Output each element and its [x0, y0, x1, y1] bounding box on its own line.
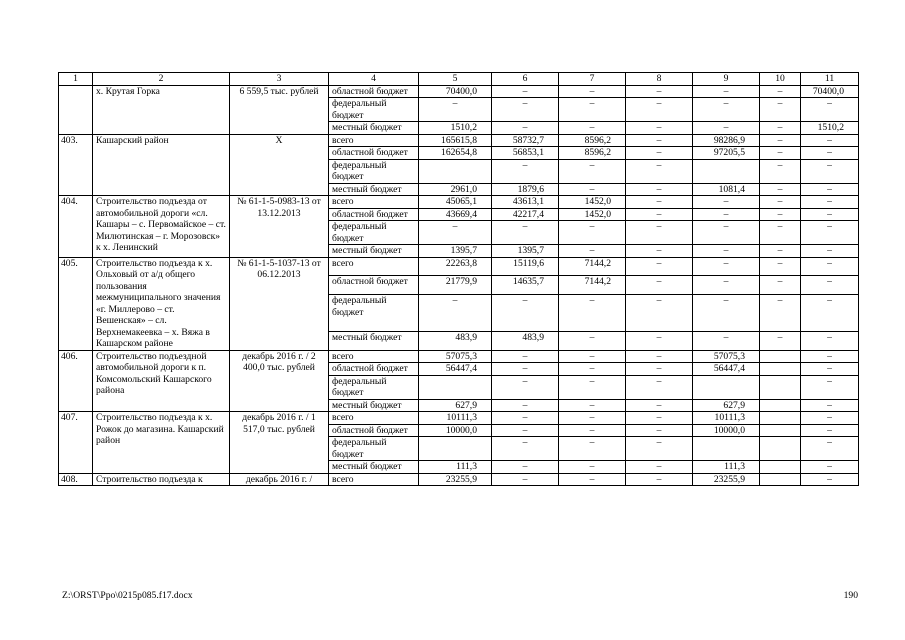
amount-cell: –: [693, 295, 760, 331]
amount-cell: –: [559, 473, 626, 486]
amount-cell: –: [801, 245, 859, 258]
amount-cell: 42217,4: [492, 208, 559, 221]
amount-cell: –: [693, 98, 760, 122]
amount-cell: –: [801, 295, 859, 331]
column-number: 2: [93, 73, 230, 86]
amount-cell: –: [801, 375, 859, 399]
amount-cell: 56447,4: [693, 363, 760, 376]
amount-cell: 1879,6: [492, 183, 559, 196]
amount-cell: –: [559, 375, 626, 399]
document-ref: декабрь 2016 г. / 1 517,0 тыс. рублей: [230, 412, 329, 474]
amount-cell: 58732,7: [492, 134, 559, 147]
amount-cell: –: [626, 276, 693, 295]
amount-cell: [760, 350, 801, 363]
amount-cell: 43669,4: [419, 208, 492, 221]
document-ref: декабрь 2016 г. /: [230, 473, 329, 486]
amount-cell: 627,9: [693, 399, 760, 412]
funding-source: областной бюджет: [329, 276, 419, 295]
amount-cell: –: [801, 98, 859, 122]
amount-cell: –: [801, 363, 859, 376]
amount-cell: –: [626, 122, 693, 135]
amount-cell: [760, 424, 801, 437]
amount-cell: –: [626, 424, 693, 437]
amount-cell: 15119,6: [492, 257, 559, 276]
funding-source: федеральный бюджет: [329, 221, 419, 245]
amount-cell: –: [626, 331, 693, 350]
amount-cell: 70400,0: [801, 85, 859, 98]
amount-cell: [760, 473, 801, 486]
amount-cell: 165615,8: [419, 134, 492, 147]
document-ref: Х: [230, 134, 329, 196]
amount-cell: –: [760, 331, 801, 350]
table-row: [59, 412, 859, 425]
amount-cell: –: [801, 183, 859, 196]
amount-cell: –: [492, 375, 559, 399]
funding-source: федеральный бюджет: [329, 375, 419, 399]
amount-cell: –: [559, 183, 626, 196]
amount-cell: [760, 412, 801, 425]
funding-source: всего: [329, 473, 419, 486]
amount-cell: –: [559, 350, 626, 363]
amount-cell: –: [626, 245, 693, 258]
amount-cell: –: [801, 159, 859, 183]
table-row: [59, 350, 859, 363]
amount-cell: –: [626, 473, 693, 486]
document-ref: № 61-1-5-0983-13 от 13.12.2013: [230, 196, 329, 258]
amount-cell: –: [693, 257, 760, 276]
amount-cell: –: [559, 159, 626, 183]
amount-cell: –: [419, 98, 492, 122]
amount-cell: 10000,0: [693, 424, 760, 437]
amount-cell: –: [626, 159, 693, 183]
amount-cell: 57075,3: [693, 350, 760, 363]
row-number: 403.: [59, 134, 93, 196]
funding-source: всего: [329, 134, 419, 147]
amount-cell: –: [693, 331, 760, 350]
column-number: 5: [419, 73, 492, 86]
amount-cell: 8596,2: [559, 134, 626, 147]
amount-cell: –: [801, 134, 859, 147]
file-path: Z:\ORST\Ppo\0215p085.f17.docx: [62, 590, 193, 601]
funding-source: областной бюджет: [329, 424, 419, 437]
row-number: 407.: [59, 412, 93, 474]
amount-cell: –: [492, 399, 559, 412]
column-number: 11: [801, 73, 859, 86]
object-name: Строительство подъездной автомобильной дороги к п. Комсомольский Кашарского района: [93, 350, 230, 412]
amount-cell: –: [693, 245, 760, 258]
amount-cell: [760, 399, 801, 412]
amount-cell: 483,9: [492, 331, 559, 350]
amount-cell: –: [801, 399, 859, 412]
amount-cell: –: [419, 221, 492, 245]
amount-cell: –: [760, 196, 801, 209]
amount-cell: [760, 437, 801, 461]
amount-cell: –: [626, 221, 693, 245]
amount-cell: 10111,3: [419, 412, 492, 425]
amount-cell: –: [626, 134, 693, 147]
amount-cell: –: [626, 85, 693, 98]
amount-cell: –: [760, 147, 801, 160]
amount-cell: 1081,4: [693, 183, 760, 196]
funding-source: местный бюджет: [329, 122, 419, 135]
amount-cell: –: [626, 295, 693, 331]
amount-cell: –: [492, 350, 559, 363]
amount-cell: 57075,3: [419, 350, 492, 363]
amount-cell: –: [492, 424, 559, 437]
amount-cell: –: [693, 122, 760, 135]
amount-cell: –: [492, 122, 559, 135]
column-number: 10: [760, 73, 801, 86]
amount-cell: –: [760, 221, 801, 245]
amount-cell: 98286,9: [693, 134, 760, 147]
funding-source: местный бюджет: [329, 183, 419, 196]
amount-cell: 10000,0: [419, 424, 492, 437]
document-ref: 6 559,5 тыс. рублей: [230, 85, 329, 134]
amount-cell: –: [801, 350, 859, 363]
table-row: [59, 85, 859, 98]
amount-cell: –: [693, 221, 760, 245]
amount-cell: –: [760, 208, 801, 221]
column-number: 1: [59, 73, 93, 86]
funding-source: местный бюджет: [329, 461, 419, 474]
funding-source: местный бюджет: [329, 331, 419, 350]
amount-cell: –: [801, 221, 859, 245]
amount-cell: –: [492, 85, 559, 98]
amount-cell: –: [626, 399, 693, 412]
amount-cell: –: [626, 196, 693, 209]
amount-cell: –: [760, 295, 801, 331]
amount-cell: –: [626, 147, 693, 160]
amount-cell: –: [626, 363, 693, 376]
funding-source: федеральный бюджет: [329, 437, 419, 461]
amount-cell: 111,3: [419, 461, 492, 474]
amount-cell: 2961,0: [419, 183, 492, 196]
amount-cell: –: [626, 412, 693, 425]
table-row: [59, 257, 859, 276]
amount-cell: –: [626, 208, 693, 221]
amount-cell: [419, 375, 492, 399]
amount-cell: –: [801, 437, 859, 461]
object-name: Строительство подъезда от автомобильной дороги «сл. Кашары – с. Первомайское – ст. Милютинская – г. Морозовск» к х. Ленинский: [93, 196, 230, 258]
object-name: Кашарский район: [93, 134, 230, 196]
amount-cell: 7144,2: [559, 276, 626, 295]
amount-cell: 56853,1: [492, 147, 559, 160]
amount-cell: –: [492, 221, 559, 245]
amount-cell: –: [626, 350, 693, 363]
funding-source: всего: [329, 412, 419, 425]
amount-cell: 1452,0: [559, 196, 626, 209]
column-number: 4: [329, 73, 419, 86]
amount-cell: [693, 437, 760, 461]
amount-cell: –: [801, 196, 859, 209]
amount-cell: –: [801, 424, 859, 437]
column-number: 6: [492, 73, 559, 86]
amount-cell: –: [626, 98, 693, 122]
amount-cell: 21779,9: [419, 276, 492, 295]
amount-cell: –: [760, 122, 801, 135]
funding-source: областной бюджет: [329, 147, 419, 160]
amount-cell: 23255,9: [693, 473, 760, 486]
amount-cell: 111,3: [693, 461, 760, 474]
column-number: 7: [559, 73, 626, 86]
amount-cell: –: [559, 461, 626, 474]
funding-source: федеральный бюджет: [329, 159, 419, 183]
amount-cell: –: [693, 85, 760, 98]
amount-cell: –: [693, 208, 760, 221]
amount-cell: 483,9: [419, 331, 492, 350]
amount-cell: [693, 375, 760, 399]
column-number: 9: [693, 73, 760, 86]
amount-cell: –: [559, 98, 626, 122]
amount-cell: 7144,2: [559, 257, 626, 276]
amount-cell: –: [760, 98, 801, 122]
amount-cell: –: [492, 461, 559, 474]
amount-cell: –: [492, 363, 559, 376]
amount-cell: –: [559, 363, 626, 376]
amount-cell: –: [492, 98, 559, 122]
amount-cell: –: [492, 437, 559, 461]
funding-source: местный бюджет: [329, 399, 419, 412]
amount-cell: –: [626, 437, 693, 461]
amount-cell: 97205,5: [693, 147, 760, 160]
amount-cell: –: [801, 473, 859, 486]
amount-cell: 1510,2: [801, 122, 859, 135]
column-number: 3: [230, 73, 329, 86]
amount-cell: –: [693, 276, 760, 295]
amount-cell: 8596,2: [559, 147, 626, 160]
amount-cell: [760, 461, 801, 474]
row-number: 405.: [59, 257, 93, 350]
funding-source: всего: [329, 257, 419, 276]
amount-cell: –: [801, 257, 859, 276]
amount-cell: –: [801, 276, 859, 295]
amount-cell: –: [801, 461, 859, 474]
row-number: 408.: [59, 473, 93, 486]
amount-cell: 162654,8: [419, 147, 492, 160]
amount-cell: –: [559, 437, 626, 461]
amount-cell: –: [492, 159, 559, 183]
amount-cell: –: [801, 412, 859, 425]
amount-cell: –: [559, 295, 626, 331]
amount-cell: 1452,0: [559, 208, 626, 221]
amount-cell: 1395,7: [492, 245, 559, 258]
amount-cell: –: [626, 183, 693, 196]
amount-cell: –: [626, 375, 693, 399]
budget-table: [58, 72, 859, 486]
row-number: 404.: [59, 196, 93, 258]
amount-cell: –: [760, 183, 801, 196]
amount-cell: 1510,2: [419, 122, 492, 135]
page-number: 190: [843, 590, 858, 601]
amount-cell: 14635,7: [492, 276, 559, 295]
funding-source: федеральный бюджет: [329, 98, 419, 122]
amount-cell: 56447,4: [419, 363, 492, 376]
funding-source: областной бюджет: [329, 363, 419, 376]
amount-cell: –: [559, 85, 626, 98]
funding-source: местный бюджет: [329, 245, 419, 258]
amount-cell: 22263,8: [419, 257, 492, 276]
amount-cell: 70400,0: [419, 85, 492, 98]
amount-cell: [760, 363, 801, 376]
amount-cell: –: [693, 196, 760, 209]
amount-cell: 45065,1: [419, 196, 492, 209]
amount-cell: –: [760, 276, 801, 295]
column-number-row: [59, 73, 859, 86]
amount-cell: –: [492, 473, 559, 486]
amount-cell: [419, 159, 492, 183]
amount-cell: –: [559, 331, 626, 350]
document-ref: № 61-1-5-1037-13 от 06.12.2013: [230, 257, 329, 350]
amount-cell: 23255,9: [419, 473, 492, 486]
amount-cell: –: [801, 331, 859, 350]
table-row: [59, 196, 859, 209]
amount-cell: [693, 159, 760, 183]
amount-cell: 10111,3: [693, 412, 760, 425]
amount-cell: –: [801, 208, 859, 221]
object-name: Строительство подъезда к х. Ольховый от а/д общего пользования межмуниципального значения «г. Миллерово – ст. Вешенская» – сл. Верхнемакеевка – х. Вяжа в Кашарском районе: [93, 257, 230, 350]
amount-cell: –: [760, 257, 801, 276]
amount-cell: –: [559, 424, 626, 437]
column-number: 8: [626, 73, 693, 86]
object-name: Строительство подъезда к х. Рожок до магазина. Кашарский район: [93, 412, 230, 474]
amount-cell: –: [559, 399, 626, 412]
table-row: [59, 134, 859, 147]
row-number: 406.: [59, 350, 93, 412]
amount-cell: –: [559, 412, 626, 425]
amount-cell: –: [626, 257, 693, 276]
funding-source: всего: [329, 350, 419, 363]
amount-cell: –: [559, 221, 626, 245]
amount-cell: –: [492, 412, 559, 425]
funding-source: областной бюджет: [329, 85, 419, 98]
row-number: [59, 85, 93, 134]
amount-cell: –: [492, 295, 559, 331]
object-name: Строительство подъезда к: [93, 473, 230, 486]
document-ref: декабрь 2016 г. / 2 400,0 тыс. рублей: [230, 350, 329, 412]
amount-cell: 1395,7: [419, 245, 492, 258]
amount-cell: –: [760, 85, 801, 98]
amount-cell: –: [760, 245, 801, 258]
amount-cell: –: [559, 122, 626, 135]
amount-cell: –: [760, 159, 801, 183]
amount-cell: –: [801, 147, 859, 160]
amount-cell: –: [626, 461, 693, 474]
amount-cell: –: [760, 134, 801, 147]
table-row: [59, 473, 859, 486]
amount-cell: [419, 437, 492, 461]
amount-cell: –: [559, 245, 626, 258]
funding-source: всего: [329, 196, 419, 209]
amount-cell: 627,9: [419, 399, 492, 412]
funding-source: федеральный бюджет: [329, 295, 419, 331]
funding-source: областной бюджет: [329, 208, 419, 221]
amount-cell: [760, 375, 801, 399]
amount-cell: –: [419, 295, 492, 331]
amount-cell: 43613,1: [492, 196, 559, 209]
object-name: х. Крутая Горка: [93, 85, 230, 134]
